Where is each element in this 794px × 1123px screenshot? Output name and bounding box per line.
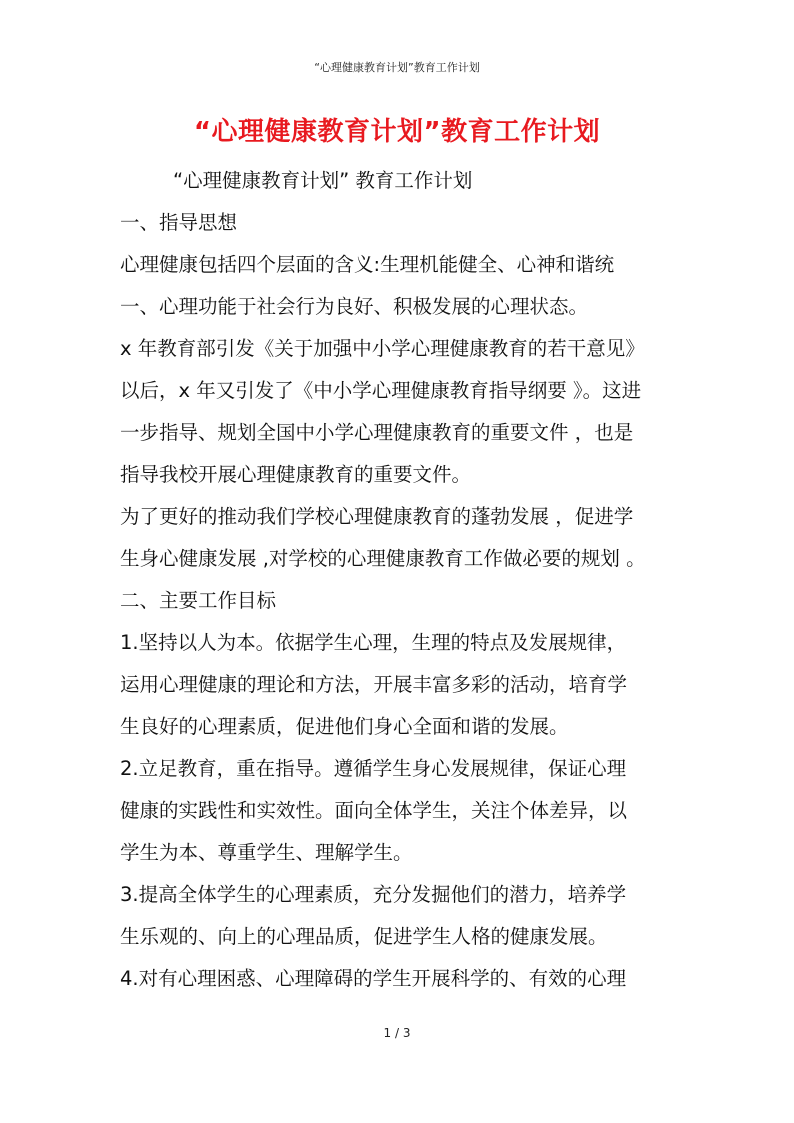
document-subtitle: “心理健康教育计划” 教育工作计划 — [173, 169, 473, 192]
running-header: “心理健康教育计划”教育工作计划 — [314, 61, 480, 74]
paragraph-line: 1.坚持以人为本。依据学生心理，生理的特点及发展规律， — [120, 631, 627, 654]
paragraph-line: 3.提高全体学生的心理素质，充分发掘他们的潜力，培养学 — [120, 883, 627, 906]
paragraph-line: 生良好的心理素质，促进他们身心全面和谐的发展。 — [120, 715, 569, 738]
paragraph-line: 以后，x 年又引发了《中小学心理健康教育指导纲要 》。这进 — [120, 379, 642, 402]
paragraph-line: 指导我校开展心理健康教育的重要文件。 — [120, 463, 472, 486]
paragraph-line: 学生为本、尊重学生、理解学生。 — [120, 841, 413, 864]
document-body — [120, 160, 680, 1000]
paragraph-line: 为了更好的推动我们学校心理健康教育的蓬勃发展 ，促进学 — [120, 505, 634, 528]
paragraph-line: 4.对有心理困惑、心理障碍的学生开展科学的、有效的心理 — [120, 967, 627, 990]
paragraph-line: 生乐观的、向上的心理品质，促进学生人格的健康发展。 — [120, 925, 608, 948]
paragraph-line: 运用心理健康的理论和方法，开展丰富多彩的活动，培育学 — [120, 673, 628, 696]
paragraph-line: 一、心理功能于社会行为良好、积极发展的心理状态。 — [120, 295, 589, 318]
paragraph-line: 2.立足教育，重在指导。遵循学生身心发展规律，保证心理 — [120, 757, 627, 780]
section-heading-2: 二、主要工作目标 — [120, 589, 277, 612]
paragraph-line: 健康的实践性和实效性。面向全体学生，关注个体差异，以 — [120, 799, 628, 822]
paragraph-line: 一步指导、规划全国中小学心理健康教育的重要文件 ，也是 — [120, 421, 634, 444]
page-number: 1 / 3 — [383, 1026, 411, 1040]
paragraph-line: 生身心健康发展 ,对学校的心理健康教育工作做必要的规划 。 — [120, 547, 646, 570]
paragraph-line: x 年教育部引发《关于加强中小学心理健康教育的若干意见》 — [120, 337, 645, 360]
document-title: “心理健康教育计划”教育工作计划 — [193, 117, 601, 147]
paragraph-line: 心理健康包括四个层面的含义:生理机能健全、心神和谐统 — [120, 253, 615, 276]
section-heading-1: 一、指导思想 — [120, 211, 238, 234]
